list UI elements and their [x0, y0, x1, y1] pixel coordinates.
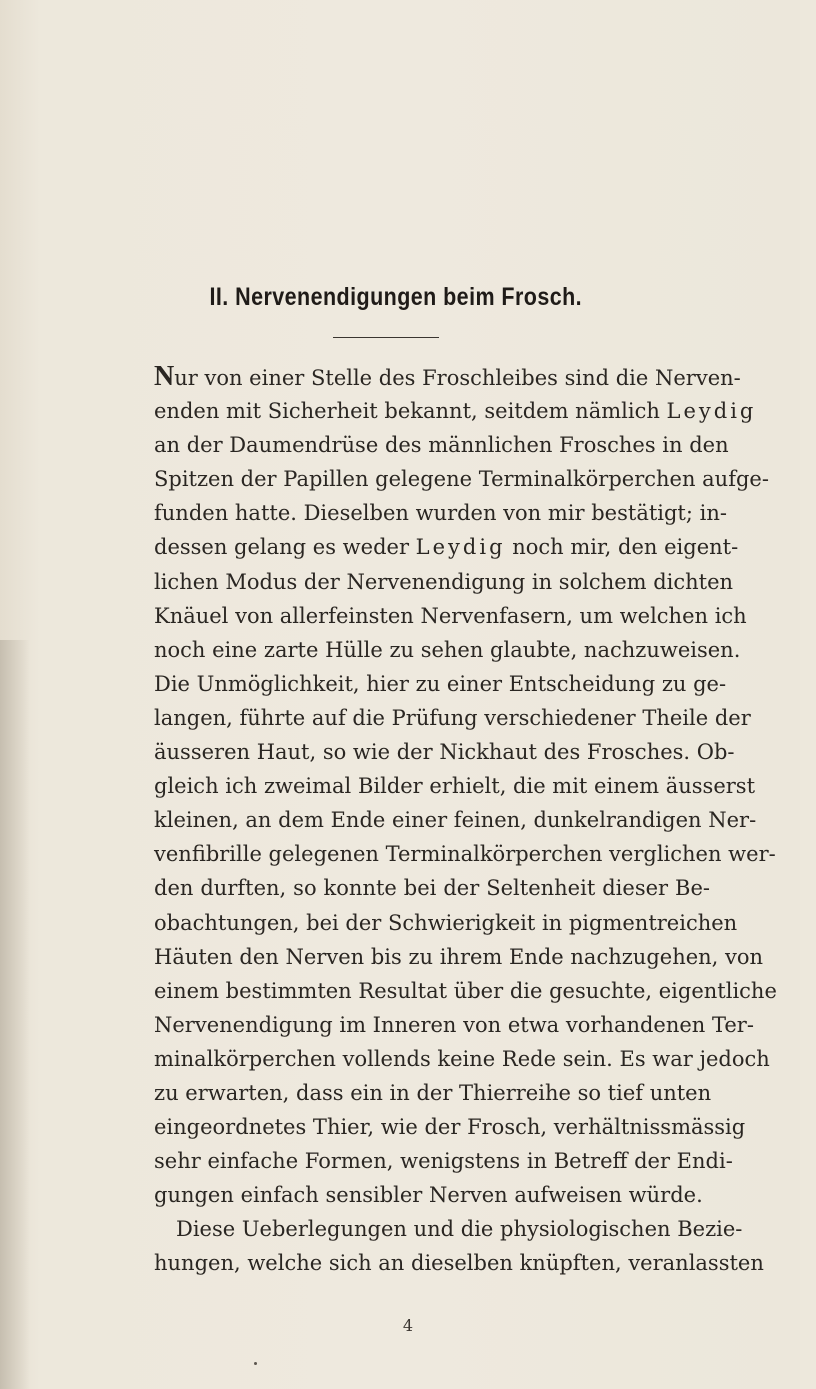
text-line: den durften, so konnte bei der Seltenheit dieser Be- [154, 876, 710, 901]
text-line: Nervenendigung im Inneren von etwa vorhandenen Ter- [154, 1012, 754, 1037]
page-number: 4 [402, 1316, 414, 1335]
text-line: funden hatte. Dieselben wurden von mir bestätigt; in- [154, 501, 727, 526]
text-line: Diese Ueberlegungen und die physiologischen Bezie- [176, 1217, 743, 1242]
body-text [154, 360, 777, 1281]
heading-divider [333, 337, 439, 338]
paper-speck [254, 1362, 257, 1365]
spaced-name: Leydig [415, 535, 506, 560]
text-line: hungen, welche sich an dieselben knüpften, veranlassten [154, 1251, 764, 1276]
text-line: langen, führte auf die Prüfung verschiedener Theile der [154, 705, 751, 730]
text-line: eingeordnetes Thier, wie der Frosch, verhältnissmässig [154, 1115, 746, 1140]
binding-shadow [0, 640, 30, 1389]
drop-capital: N [154, 361, 175, 392]
text-line: gungen einfach sensibler Nerven aufweisen würde. [154, 1183, 703, 1208]
text-line: minalkörperchen vollends keine Rede sein. Es war jedoch [154, 1046, 770, 1071]
text-line: Knäuel von allerfeinsten Nervenfasern, um welchen ich [154, 603, 747, 628]
text-line: noch eine zarte Hülle zu sehen glaubte, nachzuweisen. [154, 637, 741, 662]
text-line: lichen Modus der Nervenendigung in solchem dichten [154, 569, 734, 594]
spaced-name: Leydig [666, 399, 757, 424]
text-line: Häuten den Nerven bis zu ihrem Ende nachzugehen, von [154, 944, 764, 969]
text-line: Die Unmöglichkeit, hier zu einer Entscheidung zu ge- [154, 671, 727, 696]
text-line: kleinen, an dem Ende einer feinen, dunkelrandigen Ner- [154, 808, 757, 833]
text-line: sehr einfache Formen, wenigstens in Betreff der Endi- [154, 1149, 733, 1174]
section-heading: II. Nervenendigungen beim Frosch. [209, 283, 583, 311]
text-line: enden mit Sicherheit bekannt, seitdem nämlich Leydig [154, 399, 757, 424]
text-line: äusseren Haut, so wie der Nickhaut des Frosches. Ob- [154, 740, 735, 765]
text-line: Nur von einer Stelle des Froschleibes sind die Nerven- [154, 361, 741, 392]
text-line: einem bestimmten Resultat über die gesuchte, eigentliche [154, 978, 777, 1003]
text-line: an der Daumendrüse des männlichen Frosches in den [154, 433, 729, 458]
text-line: Spitzen der Papillen gelegene Terminalkörperchen aufge- [154, 467, 769, 492]
text-line: gleich ich zweimal Bilder erhielt, die mit einem äusserst [154, 774, 756, 799]
text-line: dessen gelang es weder Leydig noch mir, den eigent- [154, 535, 739, 560]
text-line: zu erwarten, dass ein in der Thierreihe so tief unten [154, 1080, 712, 1105]
text-line: obachtungen, bei der Schwierigkeit in pigmentreichen [154, 910, 738, 935]
text-line: venfibrille gelegenen Terminalkörperchen verglichen wer- [154, 842, 776, 867]
